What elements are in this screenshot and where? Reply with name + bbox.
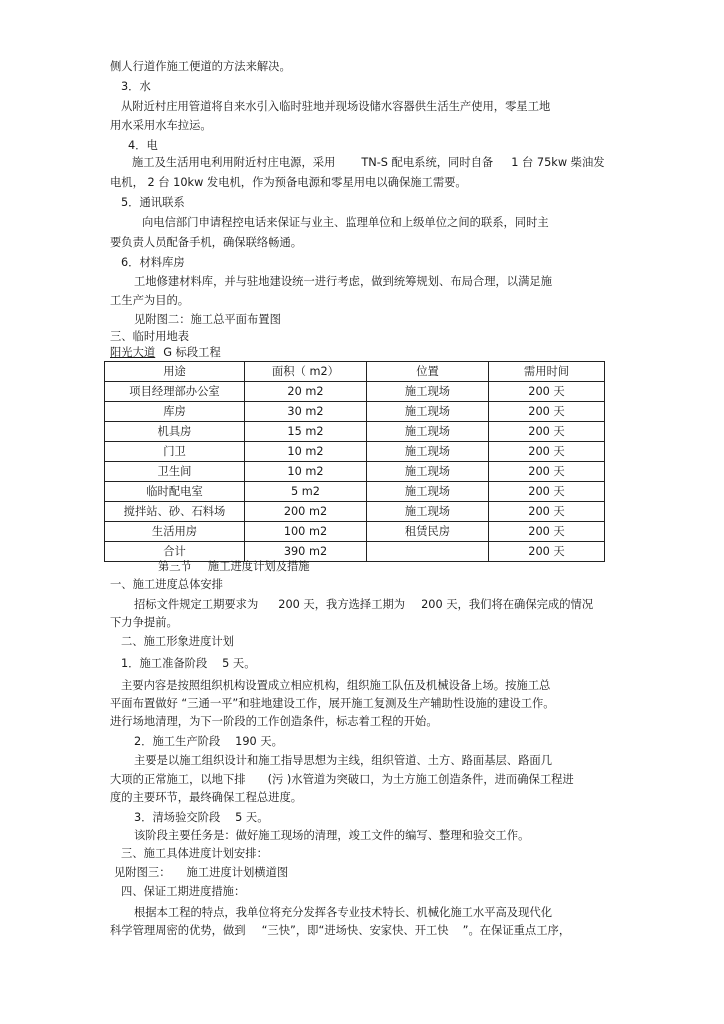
text-span: 200 天，我们将在确保完成的情况: [421, 598, 594, 611]
table-cell: [367, 542, 489, 562]
table-row: [105, 522, 605, 542]
text-line: [132, 156, 605, 170]
figure-reference: [114, 866, 288, 880]
table-cell: 门卫: [105, 442, 245, 462]
table-cell: 100 m2: [245, 522, 367, 542]
text-line: 进行场地清理，为下一阶段的工作创造条件，标志着工程的开始。: [110, 715, 438, 728]
table-cell: 租赁民房: [367, 522, 489, 542]
table-cell: 200 天: [489, 422, 605, 442]
table-cell: 30 m2: [245, 402, 367, 422]
text-line: [134, 598, 593, 612]
column-header: 需用时间: [489, 362, 605, 382]
table-cell: 390 m2: [245, 542, 367, 562]
table-cell: 施工现场: [367, 462, 489, 482]
text-line: 主要内容是按照组织机构设置成立相应机构，组织施工队伍及机械设备上场。按施工总: [121, 679, 551, 692]
table-cell: 项目经理部办公室: [105, 382, 245, 402]
table-cell: 200 天: [489, 382, 605, 402]
table-row: [105, 442, 605, 462]
section-heading-measures: 四、保证工期进度措施：: [121, 885, 246, 898]
section-name: G 标段工程: [163, 346, 221, 359]
text-span: ”。在保证重点工序，: [462, 924, 571, 937]
table-cell: 施工现场: [367, 382, 489, 402]
text-line: 侧人行道作施工便道的方法来解决。: [110, 60, 291, 73]
text-span: “三快”，即“进场快、安家快、开工快: [261, 924, 449, 937]
table-cell: 施工现场: [367, 422, 489, 442]
column-header: 面积（ m2）: [245, 362, 367, 382]
table-cell: 生活用房: [105, 522, 245, 542]
figure-reference: 见附图二：施工总平面布置图: [134, 313, 281, 326]
text-line: 工地修建材料库，并与驻地建设统一进行考虑，做到统筹规划、布局合理，以满足施: [134, 275, 552, 288]
text-line: 该阶段主要任务是：做好施工现场的清理，竣工文件的编写、整理和验交工作。: [134, 829, 530, 842]
section-heading-progress: 二、施工形象进度计划: [121, 635, 234, 648]
project-name: 阳光大道: [110, 346, 156, 359]
section-number: 第三节: [158, 560, 192, 573]
section-heading-land-table: 三、临时用地表: [110, 330, 190, 343]
text-line: 2．施工生产阶段 190 天。: [134, 735, 283, 748]
table-cell: 合计: [105, 542, 245, 562]
table-cell: 机具房: [105, 422, 245, 442]
text-span: 科学管理周密的优势，做到: [110, 924, 246, 937]
table-cell: 搅拌站、砂、石料场: [105, 502, 245, 522]
text-line: 平面布置做好 “三通一平”和驻地建设工作，展开施工复测及生产辅助性设施的建设工作。: [110, 697, 555, 710]
text-line: 主要是以施工组织设计和施工指导思想为主线，组织管道、土方、路面基层、路面几: [134, 754, 552, 767]
table-cell: 施工现场: [367, 442, 489, 462]
text-span: TN-S 配电系统，同时自备: [361, 156, 494, 169]
text-line: 要负责人员配备手机，确保联络畅通。: [110, 236, 303, 249]
table-cell: 施工现场: [367, 402, 489, 422]
table-cell: 卫生间: [105, 462, 245, 482]
table-cell: 200 天: [489, 462, 605, 482]
section-heading-schedule: 一、施工进度总体安排: [110, 578, 223, 591]
table-cell: 库房: [105, 402, 245, 422]
table-total-row: [105, 542, 605, 562]
text-span: 招标文件规定工期要求为: [134, 598, 259, 611]
text-line: 下力争提前。: [110, 616, 178, 629]
table-cell: 15 m2: [245, 422, 367, 442]
section-name: 施工进度计划及措施: [207, 560, 310, 573]
table-cell: 200 m2: [245, 502, 367, 522]
text-span: 施工进度计划横道图: [186, 866, 289, 879]
text-line: 度的主要环节，最终确保工程总进度。: [110, 791, 303, 804]
column-header: 位置: [367, 362, 489, 382]
table-row: [105, 462, 605, 482]
table-cell: 10 m2: [245, 462, 367, 482]
text-line: 向电信部门申请程控电话来保证与业主、监理单位和上级单位之间的联系，同时主: [142, 216, 549, 229]
column-header: 用途: [105, 362, 245, 382]
text-span: 200 天，我方选择工期为: [278, 598, 406, 611]
table-row: [105, 422, 605, 442]
table-row: [105, 382, 605, 402]
text-line: 根据本工程的特点，我单位将充分发挥各专业技术特长、机械化施工水平高及现代化: [134, 906, 552, 919]
text-line: 1．施工准备阶段 5 天。: [121, 657, 256, 670]
text-span: (污 )水管道为突破口，为土方施工创造条件，进而确保工程进: [267, 773, 574, 786]
table-cell: 200 天: [489, 482, 605, 502]
table-cell: 临时配电室: [105, 482, 245, 502]
section-heading-communication: 5．通讯联系: [121, 196, 185, 209]
table-cell: 200 天: [489, 402, 605, 422]
table-cell: 200 天: [489, 522, 605, 542]
table-row: [105, 402, 605, 422]
table-cell: 200 天: [489, 442, 605, 462]
text-span: 施工及生活用电利用附近村庄电源，采用: [132, 156, 336, 169]
table-cell: 施工现场: [367, 482, 489, 502]
text-line: 电机， 2 台 10kw 发电机，作为预备电源和零星用电以确保施工需要。: [110, 176, 467, 189]
table-cell: 5 m2: [245, 482, 367, 502]
text-span: 见附图三：: [114, 866, 171, 879]
table-cell: 10 m2: [245, 442, 367, 462]
text-span: 1 台 75kw 柴油发: [511, 156, 605, 169]
table-row: [105, 502, 605, 522]
section-heading-water: 3．水: [121, 80, 151, 93]
table-cell: 200 天: [489, 502, 605, 522]
text-line: 用水采用水车拉运。: [110, 119, 212, 132]
table-cell: 施工现场: [367, 502, 489, 522]
text-line: [110, 773, 574, 787]
table-row: [105, 482, 605, 502]
section-title: [158, 560, 310, 574]
section-heading-detail-plan: 三、施工具体进度计划安排：: [121, 847, 268, 860]
text-span: 大项的正常施工，以地下排: [110, 773, 246, 786]
text-line: [110, 924, 570, 938]
section-heading-power: 4．电: [128, 139, 158, 152]
table-cell: 200 天: [489, 542, 605, 562]
temporary-land-table: [104, 361, 605, 562]
section-heading-storage: 6．材料库房: [121, 256, 185, 269]
text-line: 从附近村庄用管道将自来水引入临时驻地并现场设储水容器供生活生产使用，零星工地: [121, 100, 551, 113]
text-line: 工生产为目的。: [110, 294, 190, 307]
text-line: 3．清场验交阶段 5 天。: [134, 811, 269, 824]
table-cell: 20 m2: [245, 382, 367, 402]
table-header-row: [105, 362, 605, 382]
table-caption: [110, 346, 221, 360]
